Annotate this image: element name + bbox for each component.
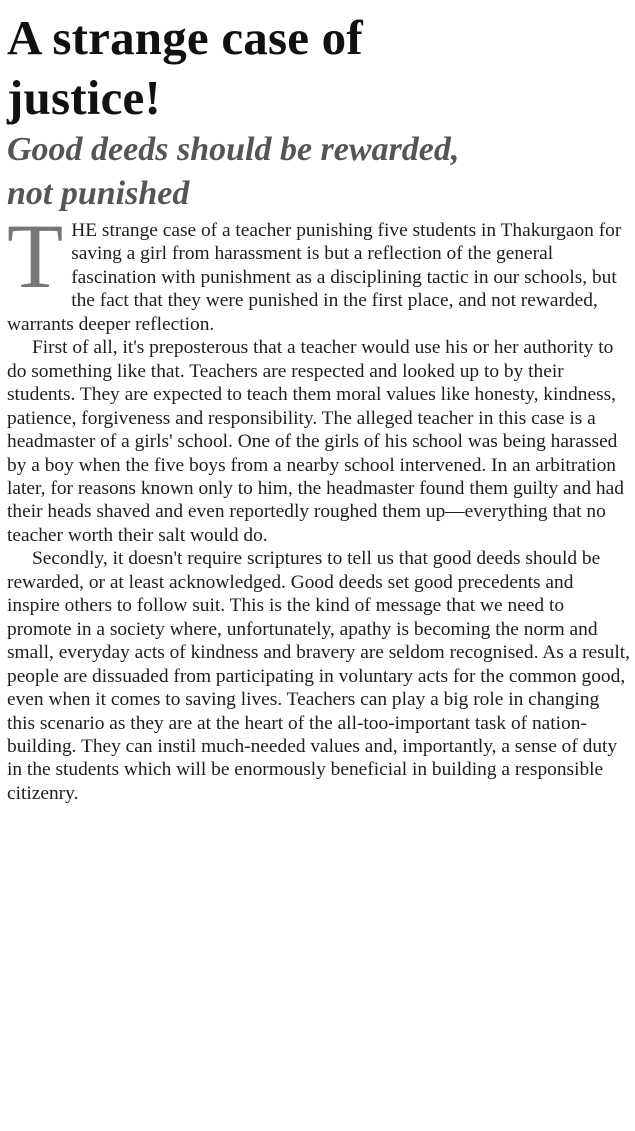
paragraph-1 [7, 205, 631, 336]
drop-cap: T [7, 205, 64, 307]
headline [7, 8, 631, 128]
article [7, 8, 631, 805]
subheadline-line-1: Good deeds should be rewarded, [7, 131, 460, 168]
headline-line-1: A strange case of [7, 10, 363, 65]
subheadline [7, 128, 631, 216]
subheadline-line-2: not punished [7, 175, 190, 212]
paragraph-1-text: HE strange case of a teacher punishing five students in Thakurgaon for saving a girl from harassment is but a reflection of the general fascination with punishment as a disciplining tactic in our schools, but the fact that they were punished in the first place, and not rewarded, warrants deeper reflection. [7, 220, 622, 335]
headline-line-2: justice! [7, 70, 161, 125]
article-body [7, 205, 631, 805]
paragraph-3: Secondly, it doesn't require scriptures to tell us that good deeds should be rewarded, or at least acknowledged. Good deeds set good precedents and inspire others to follow suit. This is the kind of message that we need to promote in a society where, unfortunately, apathy is becoming the norm and small, everyday acts of kindness and bravery are seldom recognised. As a result, people are dissuaded from participating in voluntary acts for the common good, even when it comes to saving lives. Teachers can play a big role in changing this scenario as they are at the heart of the all-too-important task of nation-building. They can instil much-needed values and, importantly, a sense of duty in the students which will be enormously beneficial in building a responsible citizenry. [7, 548, 630, 804]
paragraph-2: First of all, it's preposterous that a teacher would use his or her authority to do something like that. Teachers are respected and looked up to by their students. They are expected to teach them moral values like honesty, kindness, patience, forgiveness and responsibility. The alleged teacher in this case is a headmaster of a girls' school. One of the girls of his school was being harassed by a boy when the five boys from a nearby school intervened. In an arbitration later, for reasons known only to him, the headmaster found them guilty and had their heads shaved and even reportedly roughed them up—everything that no teacher worth their salt would do. [7, 337, 624, 546]
